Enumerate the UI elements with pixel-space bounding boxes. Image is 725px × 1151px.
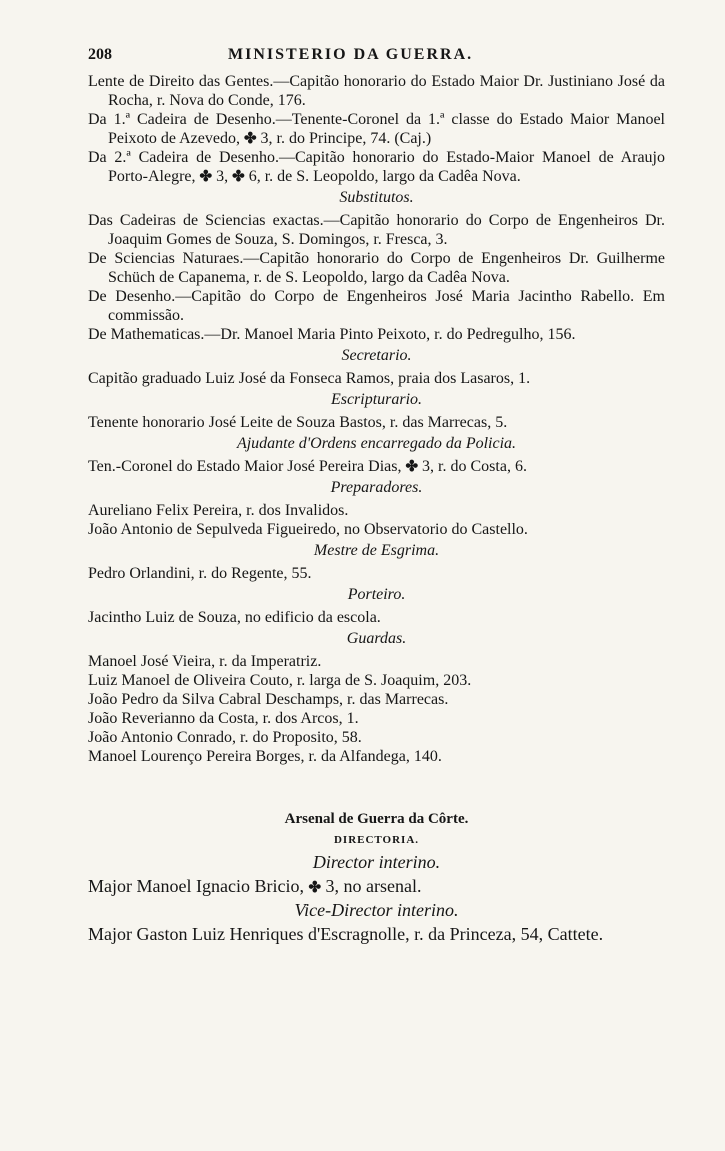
- entry-direito-gentes: Lente de Direito das Gentes.—Capitão honorario do Estado Maior Dr. Justiniano José da Rocha, r. Nova do Conde, 176.: [88, 73, 665, 109]
- entry-guarda: João Pedro da Silva Cabral Deschamps, r. das Marrecas.: [88, 691, 449, 708]
- entry-guarda: João Reverianno da Costa, r. dos Arcos, 1.: [88, 710, 359, 727]
- heading-secretario: Secretario.: [341, 347, 412, 364]
- entry-substituto: Das Cadeiras de Sciencias exactas.—Capitão honorario do Corpo de Engenheiros Dr. Joaquim Gomes de Souza, S. Domingos, r. Fresca, 3.: [88, 212, 665, 248]
- page-number: 208: [88, 46, 112, 63]
- heading-escripturario: Escripturario.: [330, 391, 423, 408]
- entry-desenho-2-text: Da 2.ª Cadeira de Desenho.—Capitão honorario do Estado-Maior Manoel de Araujo Porto-Alegre,: [88, 149, 665, 185]
- heading-director: Director interino.: [312, 852, 441, 872]
- entry-desenho-2-address: 6, r. de S. Leopoldo, largo da Cadêa Nova.: [248, 168, 521, 185]
- page-title: MINISTERIO DA GUERRA.: [228, 46, 474, 63]
- heading-ajudante: Ajudante d'Ordens encarregado da Policia.: [236, 435, 517, 452]
- entry-director-place: 3, no arsenal.: [325, 876, 422, 896]
- order-medal-icon: ✤: [232, 169, 245, 185]
- entry-guarda: Manoel José Vieira, r. da Imperatriz.: [88, 653, 322, 670]
- entry-desenho-1-text: Da 1.ª Cadeira de Desenho.—Tenente-Coronel da 1.ª classe do Estado Maior Manoel Peixoto de Azevedo,: [88, 111, 665, 147]
- entry-preparador: Aureliano Felix Pereira, r. dos Invalidos.: [88, 502, 349, 519]
- entry-escripturario: Tenente honorario José Leite de Souza Bastos, r. das Marrecas, 5.: [88, 414, 508, 431]
- entry-desenho-1-address: 3, r. do Principe, 74. (Caj.): [260, 130, 432, 147]
- entry-guarda: João Antonio Conrado, r. do Proposito, 58.: [88, 729, 362, 746]
- entry-guarda: Manoel Lourenço Pereira Borges, r. da Alfandega, 140.: [88, 748, 442, 765]
- entry-desenho-2: [88, 148, 665, 186]
- heading-porteiro: Porteiro.: [347, 586, 406, 603]
- entry-ajudante-address: 3, r. do Costa, 6.: [422, 458, 527, 475]
- heading-substitutos: Substitutos.: [339, 189, 414, 206]
- order-cross-icon: ✤: [405, 459, 419, 475]
- entry-porteiro: Jacintho Luiz de Souza, no edificio da escola.: [88, 609, 381, 626]
- entry-ajudante-text: Ten.-Coronel do Estado Maior José Pereira Dias,: [88, 458, 402, 475]
- entry-director: [88, 874, 665, 898]
- entry-director-text: Major Manoel Ignacio Bricio,: [88, 876, 304, 896]
- arsenal-subtitle: DIRECTORIA.: [333, 834, 420, 846]
- order-cross-icon: ✤: [199, 169, 213, 185]
- heading-vice-director: Vice-Director interino.: [294, 900, 459, 920]
- entry-ajudante: [88, 457, 665, 476]
- heading-esgrima: Mestre de Esgrima.: [313, 542, 440, 559]
- entry-vice-director: Major Gaston Luiz Henriques d'Escragnolle, r. da Princeza, 54, Cattete.: [88, 924, 604, 944]
- entry-secretario: Capitão graduado Luiz José da Fonseca Ramos, praia dos Lasaros, 1.: [88, 370, 531, 387]
- section-spacer: [88, 766, 665, 808]
- entry-preparador: João Antonio de Sepulveda Figueiredo, no Observatorio do Castello.: [88, 521, 528, 538]
- entry-substituto: De Mathematicas.—Dr. Manoel Maria Pinto Peixoto, r. do Pedregulho, 156.: [88, 326, 576, 343]
- order-cross-icon: ✤: [243, 131, 257, 147]
- page-header: [88, 46, 665, 70]
- entry-substituto: De Sciencias Naturaes.—Capitão honorario do Corpo de Engenheiros Dr. Guilherme Schüch de Capanema, r. de S. Leopoldo, largo da Cadêa Nova.: [88, 250, 665, 286]
- order-cross-icon: ✤: [308, 880, 322, 896]
- arsenal-title: Arsenal de Guerra da Côrte.: [284, 811, 469, 827]
- entry-desenho-2-order-a: 3,: [216, 168, 229, 185]
- entry-esgrima: Pedro Orlandini, r. do Regente, 55.: [88, 565, 312, 582]
- heading-preparadores: Preparadores.: [330, 479, 423, 496]
- entry-substituto: De Desenho.—Capitão do Corpo de Engenheiros José Maria Jacintho Rabello. Em commissão.: [88, 288, 665, 324]
- entry-guarda: Luiz Manoel de Oliveira Couto, r. larga de S. Joaquim, 203.: [88, 672, 472, 689]
- entry-desenho-1: [88, 110, 665, 148]
- heading-guardas: Guardas.: [346, 630, 407, 647]
